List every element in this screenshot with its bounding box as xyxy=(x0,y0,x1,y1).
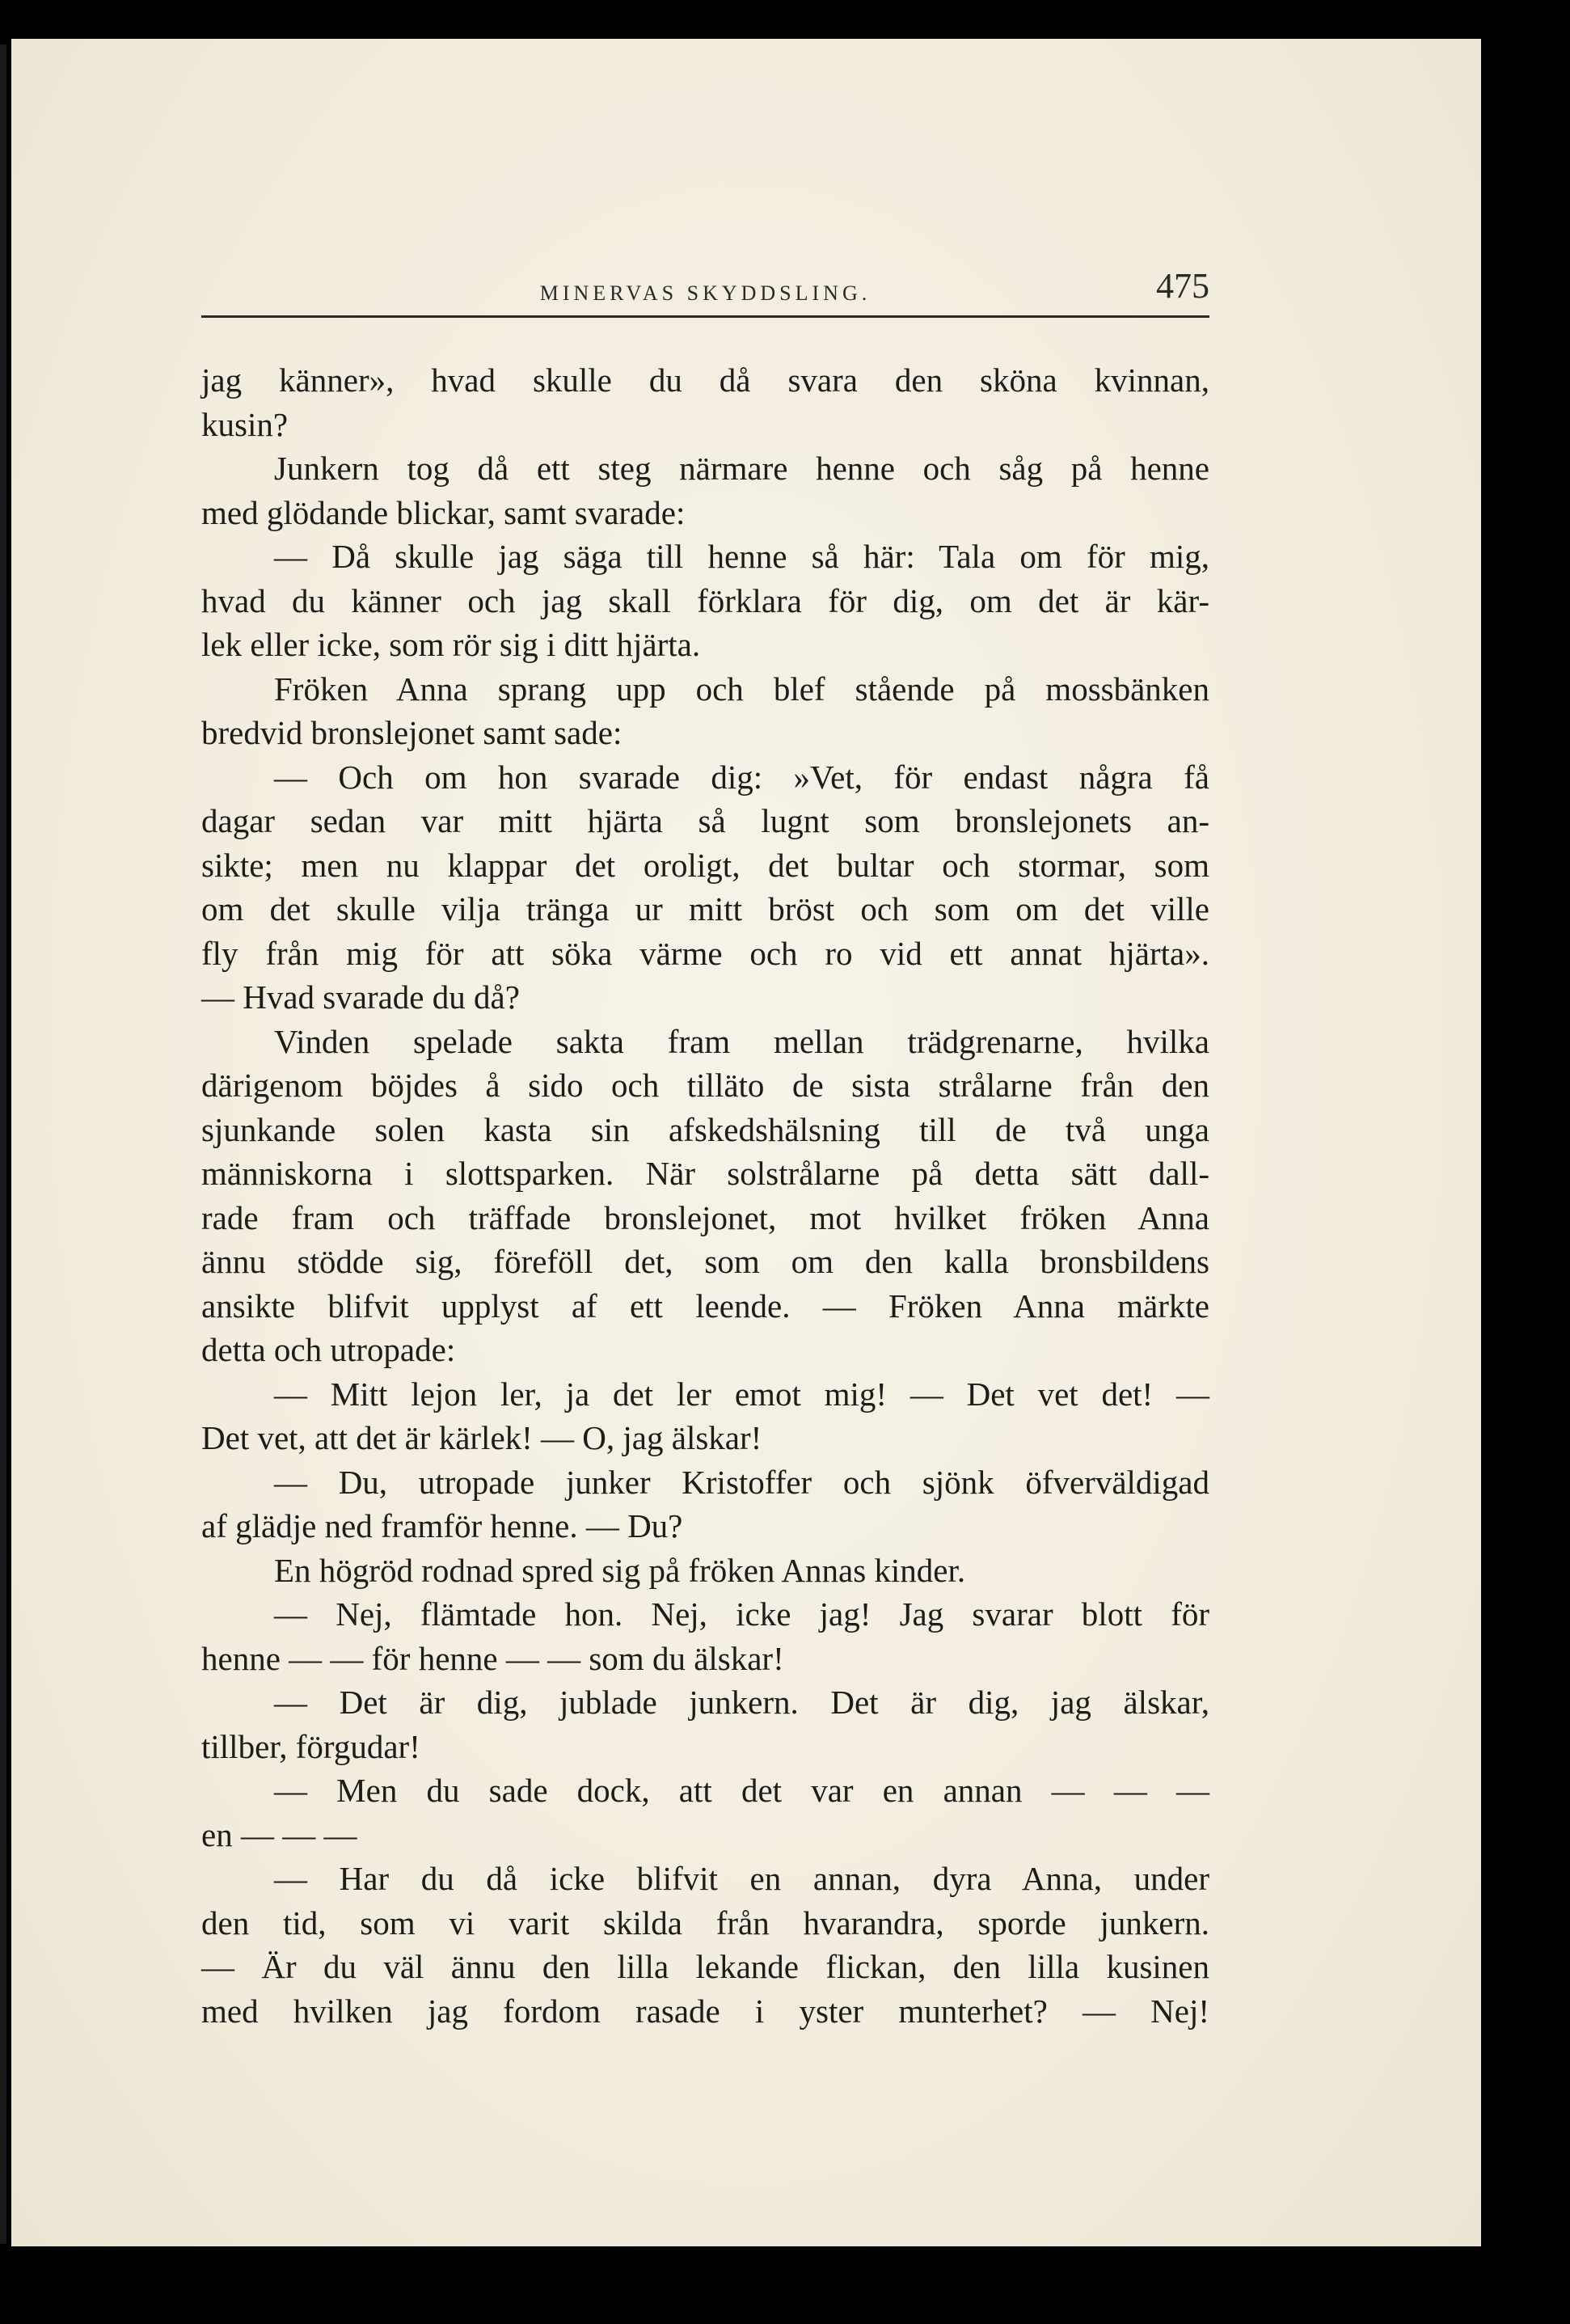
text-line: tillber, förgudar! xyxy=(201,1727,420,1765)
text-line: — Nej, flämtade hon. Nej, icke jag! Jag svarar blott för xyxy=(274,1595,1209,1633)
text-line: — Då skulle jag säga till henne så här: Tala om för mig, xyxy=(274,538,1209,575)
text-line: fly från mig för att söka värme och ro vid ett annat hjärta». xyxy=(201,934,1209,972)
text-line: den tid, som vi varit skilda från hvarandra, sporde junkern. xyxy=(201,1904,1209,1942)
text-line: om det skulle vilja tränga ur mitt bröst och som om det ville xyxy=(201,890,1209,927)
page-header xyxy=(201,239,1209,304)
text-line: af glädje ned framför henne. — Du? xyxy=(201,1507,683,1544)
text-line: Det vet, att det är kärlek! — O, jag älskar! xyxy=(201,1419,762,1456)
text-line: sjunkande solen kasta sin afskedshälsning till de två unga xyxy=(201,1110,1209,1148)
text-line: — Är du väl ännu den lilla lekande flickan, den lilla kusinen xyxy=(201,1948,1209,1985)
page-number: 475 xyxy=(1156,266,1209,306)
text-line: henne — — för henne — — som du älskar! xyxy=(201,1639,784,1677)
text-line: jag känner», hvad skulle du då svara den sköna kvinnan, xyxy=(201,361,1209,399)
text-line: sikte; men nu klappar det oroligt, det bultar och stormar, som xyxy=(201,846,1209,884)
book-page xyxy=(11,39,1481,2246)
text-line: — Har du då icke blifvit en annan, dyra Anna, under xyxy=(274,1860,1209,1897)
text-line: en — — — xyxy=(201,1815,357,1853)
text-line: — Mitt lejon ler, ja det ler emot mig! — Det vet det! — xyxy=(274,1375,1209,1413)
text-line: människorna i slottsparken. När solstrålarne på detta sätt dall- xyxy=(201,1155,1209,1192)
text-line: hvad du känner och jag skall förklara för dig, om det är kär- xyxy=(201,581,1209,619)
text-line: Fröken Anna sprang upp och blef stående på mossbänken xyxy=(274,670,1209,708)
text-line: med hvilken jag fordom rasade i yster munterhet? — Nej! xyxy=(201,1992,1209,2030)
text-line: — Hvad svarade du då? xyxy=(201,978,520,1016)
text-line: med glödande blickar, samt svarade: xyxy=(201,493,686,531)
text-line: ansikte blifvit upplyst af ett leende. — Fröken Anna märkte xyxy=(201,1287,1209,1325)
body-text xyxy=(201,358,1209,2033)
text-line: — Det är dig, jublade junkern. Det är dig, jag älskar, xyxy=(274,1684,1209,1721)
running-head: MINERVAS SKYDDSLING. xyxy=(539,281,872,305)
text-line: detta och utropade: xyxy=(201,1331,456,1368)
text-line: lek eller icke, som rör sig i ditt hjärta. xyxy=(201,626,701,663)
text-line: — Och om hon svarade dig: »Vet, för endast några få xyxy=(274,758,1209,796)
text-line: Junkern tog då ett steg närmare henne och såg på henne xyxy=(274,450,1209,487)
text-line: kusin? xyxy=(201,405,289,443)
scan-edge xyxy=(0,44,6,2244)
text-line: Vinden spelade sakta fram mellan trädgrenarne, hvilka xyxy=(274,1022,1209,1060)
text-line: rade fram och träffade bronslejonet, mot hvilket fröken Anna xyxy=(201,1198,1209,1236)
text-line: — Men du sade dock, att det var en annan — — — xyxy=(274,1772,1209,1809)
text-line: — Du, utropade junker Kristoffer och sjönk öfverväldigad xyxy=(274,1463,1209,1501)
text-line: bredvid bronslejonet samt sade: xyxy=(201,714,623,751)
text-line: därigenom böjdes å sido och tilläto de sista strålarne från den xyxy=(201,1067,1209,1104)
text-line: En högröd rodnad spred sig på fröken Annas kinder. xyxy=(274,1551,966,1589)
header-rule xyxy=(201,315,1209,318)
text-line: ännu stödde sig, föreföll det, som om den kalla bronsbildens xyxy=(201,1243,1209,1280)
text-line: dagar sedan var mitt hjärta så lugnt som bronslejonets an- xyxy=(201,802,1209,839)
